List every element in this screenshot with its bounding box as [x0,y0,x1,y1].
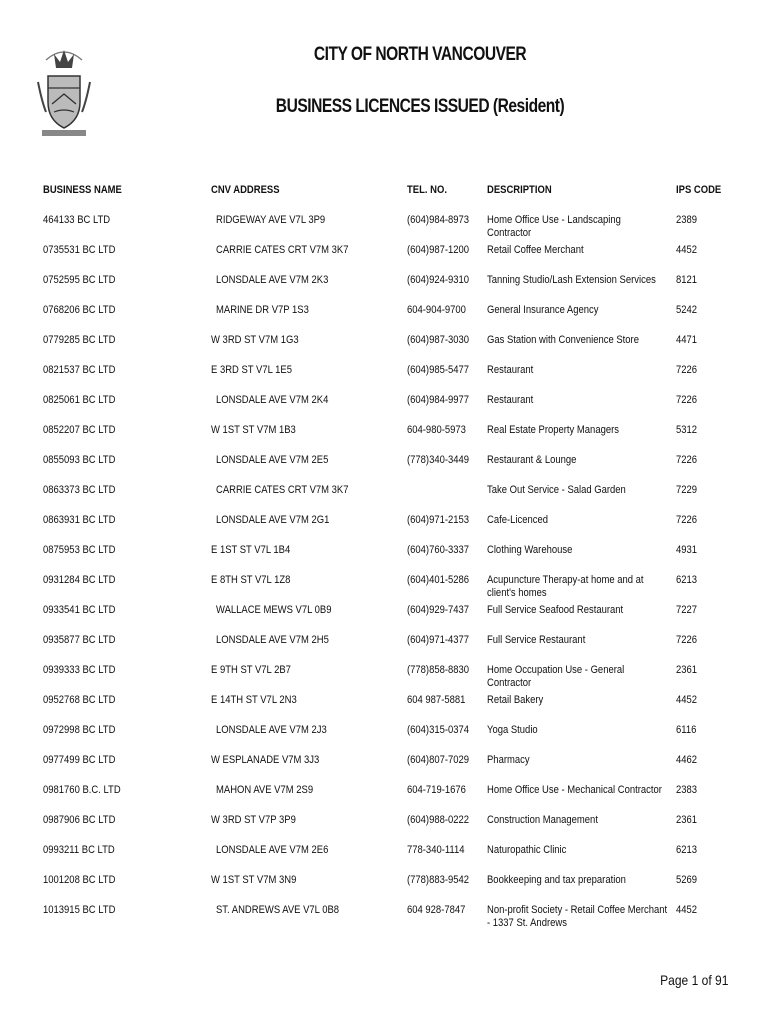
business-name-cell: 0779285 BC LTD [43,334,116,346]
business-name-cell: 0931284 BC LTD [43,574,116,586]
description-cell: Pharmacy [487,754,530,766]
ips-code-cell: 2389 [676,214,698,226]
table-row [0,334,770,364]
description-cell: Tanning Studio/Lash Extension Services [487,274,656,286]
tel-cell: (604)401-5286 [407,574,470,586]
description-cell: General Insurance Agency [487,304,599,316]
business-name-cell: 464133 BC LTD [43,214,111,226]
description-cell: Retail Bakery [487,694,544,706]
address-cell: LONSDALE AVE V7M 2G1 [216,514,330,526]
ips-code-cell: 5312 [676,424,698,436]
description-cell: Restaurant & Lounge [487,454,577,466]
business-name-cell: 0735531 BC LTD [43,244,116,256]
table-row [0,604,770,634]
table-row [0,484,770,514]
document-subtitle: BUSINESS LICENCES ISSUED (Resident) [275,96,565,117]
table-row [0,844,770,874]
page-number: Page 1 of 91 [659,972,728,988]
table-row [0,214,770,244]
tel-cell: 604-719-1676 [407,784,466,796]
address-cell: W 1ST ST V7M 3N9 [211,874,297,886]
business-name-cell: 0863373 BC LTD [43,484,116,496]
ips-code-cell: 5269 [676,874,698,886]
address-cell: RIDGEWAY AVE V7L 3P9 [216,214,326,226]
tel-cell: (604)760-3337 [407,544,470,556]
address-cell: CARRIE CATES CRT V7M 3K7 [216,244,349,256]
description-cell: Full Service Seafood Restaurant [487,604,624,616]
description-cell: Yoga Studio [487,724,538,736]
ips-code-cell: 6213 [676,844,698,856]
tel-cell: (604)929-7437 [407,604,470,616]
licences-table [0,184,770,934]
tel-cell: 604 928-7847 [407,904,466,916]
column-header-business-name: BUSINESS NAME [43,184,122,196]
tel-cell: 604 987-5881 [407,694,466,706]
address-cell: W 3RD ST V7P 3P9 [211,814,296,826]
business-name-cell: 0821537 BC LTD [43,364,116,376]
ips-code-cell: 7226 [676,394,698,406]
ips-code-cell: 7226 [676,454,698,466]
tel-cell: (604)985-5477 [407,364,470,376]
description-cell: Cafe-Licenced [487,514,549,526]
address-cell: LONSDALE AVE V7M 2K3 [216,274,329,286]
address-cell: WALLACE MEWS V7L 0B9 [216,604,332,616]
address-cell: E 3RD ST V7L 1E5 [211,364,292,376]
business-name-cell: 0825061 BC LTD [43,394,116,406]
ips-code-cell: 7229 [676,484,698,496]
tel-cell: 604-904-9700 [407,304,466,316]
business-name-cell: 0952768 BC LTD [43,694,116,706]
ips-code-cell: 2361 [676,664,698,676]
table-row [0,754,770,784]
tel-cell: (778)340-3449 [407,454,470,466]
table-row [0,634,770,664]
address-cell: LONSDALE AVE V7M 2H5 [216,634,329,646]
tel-cell: (604)984-9977 [407,394,470,406]
tel-cell: (604)315-0374 [407,724,470,736]
table-row [0,424,770,454]
column-header-address: CNV ADDRESS [211,184,280,196]
tel-cell: (604)988-0222 [407,814,470,826]
business-name-cell: 1013915 BC LTD [43,904,116,916]
table-row [0,544,770,574]
tel-cell: (604)924-9310 [407,274,470,286]
table-row [0,574,770,604]
business-name-cell: 0863931 BC LTD [43,514,116,526]
description-cell: Gas Station with Convenience Store [487,334,639,346]
business-name-cell: 0768206 BC LTD [43,304,116,316]
business-name-cell: 0972998 BC LTD [43,724,116,736]
tel-cell: (604)807-7029 [407,754,470,766]
tel-cell: 778-340-1114 [407,844,465,856]
description-cell: Restaurant [487,394,534,406]
address-cell: MARINE DR V7P 1S3 [216,304,309,316]
address-cell: E 1ST ST V7L 1B4 [211,544,291,556]
ips-code-cell: 2361 [676,814,698,826]
ips-code-cell: 8121 [676,274,698,286]
column-header-description: DESCRIPTION [487,184,552,196]
tel-cell: (604)971-2153 [407,514,470,526]
ips-code-cell: 7227 [676,604,698,616]
description-cell: Naturopathic Clinic [487,844,567,856]
address-cell: ST. ANDREWS AVE V7L 0B8 [216,904,340,916]
business-name-cell: 0852207 BC LTD [43,424,116,436]
table-row [0,394,770,424]
description-cell: Home Office Use - Mechanical Contractor [487,784,662,796]
ips-code-cell: 4931 [676,544,698,556]
table-row [0,904,770,934]
ips-code-cell: 4452 [676,694,698,706]
table-row [0,694,770,724]
address-cell: W ESPLANADE V7M 3J3 [211,754,320,766]
business-name-cell: 0939333 BC LTD [43,664,116,676]
table-row [0,304,770,334]
tel-cell: (778)883-9542 [407,874,470,886]
ips-code-cell: 2383 [676,784,698,796]
table-row [0,274,770,304]
address-cell: LONSDALE AVE V7M 2K4 [216,394,329,406]
business-name-cell: 0752595 BC LTD [43,274,116,286]
business-name-cell: 0981760 B.C. LTD [43,784,121,796]
tel-cell: (604)971-4377 [407,634,470,646]
table-row [0,814,770,844]
description-cell: Home Office Use - Landscaping Contractor [487,214,621,239]
table-row [0,244,770,274]
table-row [0,514,770,544]
description-cell: Construction Management [487,814,598,826]
address-cell: CARRIE CATES CRT V7M 3K7 [216,484,349,496]
address-cell: W 3RD ST V7M 1G3 [211,334,299,346]
ips-code-cell: 4452 [676,904,698,916]
address-cell: E 9TH ST V7L 2B7 [211,664,291,676]
description-cell: Home Occupation Use - General Contractor [487,664,625,689]
business-name-cell: 0933541 BC LTD [43,604,116,616]
description-cell: Acupuncture Therapy-at home and at client's homes [487,574,644,599]
address-cell: LONSDALE AVE V7M 2E5 [216,454,329,466]
ips-code-cell: 4452 [676,244,698,256]
description-cell: Restaurant [487,364,534,376]
business-name-cell: 0993211 BC LTD [43,844,115,856]
business-name-cell: 0987906 BC LTD [43,814,116,826]
description-cell: Real Estate Property Managers [487,424,619,436]
address-cell: E 14TH ST V7L 2N3 [211,694,297,706]
column-header-ips-code: IPS CODE [676,184,722,196]
business-name-cell: 1001208 BC LTD [43,874,116,886]
business-name-cell: 0875953 BC LTD [43,544,116,556]
description-cell: Non-profit Society - Retail Coffee Merchant - 1337 St. Andrews [487,904,668,929]
description-cell: Bookkeeping and tax preparation [487,874,626,886]
tel-cell: (604)987-1200 [407,244,470,256]
table-row [0,874,770,904]
address-cell: LONSDALE AVE V7M 2J3 [216,724,327,736]
ips-code-cell: 6213 [676,574,698,586]
ips-code-cell: 6116 [676,724,697,736]
description-cell: Retail Coffee Merchant [487,244,584,256]
business-name-cell: 0977499 BC LTD [43,754,116,766]
description-cell: Clothing Warehouse [487,544,573,556]
column-header-tel: TEL. NO. [407,184,447,196]
address-cell: MAHON AVE V7M 2S9 [216,784,314,796]
ips-code-cell: 7226 [676,364,698,376]
description-cell: Take Out Service - Salad Garden [487,484,626,496]
document-title: CITY OF NORTH VANCOUVER [313,44,527,65]
address-cell: LONSDALE AVE V7M 2E6 [216,844,329,856]
ips-code-cell: 4471 [676,334,698,346]
table-row [0,784,770,814]
table-row [0,454,770,484]
tel-cell: 604-980-5973 [407,424,466,436]
table-body [0,214,770,934]
business-name-cell: 0855093 BC LTD [43,454,116,466]
description-cell: Full Service Restaurant [487,634,586,646]
ips-code-cell: 5242 [676,304,698,316]
table-row [0,724,770,754]
ips-code-cell: 7226 [676,634,698,646]
table-header-row [0,184,770,214]
address-cell: E 8TH ST V7L 1Z8 [211,574,291,586]
tel-cell: (604)984-8973 [407,214,470,226]
tel-cell: (604)987-3030 [407,334,470,346]
ips-code-cell: 7226 [676,514,698,526]
ips-code-cell: 4462 [676,754,698,766]
business-name-cell: 0935877 BC LTD [43,634,116,646]
address-cell: W 1ST ST V7M 1B3 [211,424,296,436]
table-row [0,364,770,394]
tel-cell: (778)858-8830 [407,664,470,676]
table-row [0,664,770,694]
